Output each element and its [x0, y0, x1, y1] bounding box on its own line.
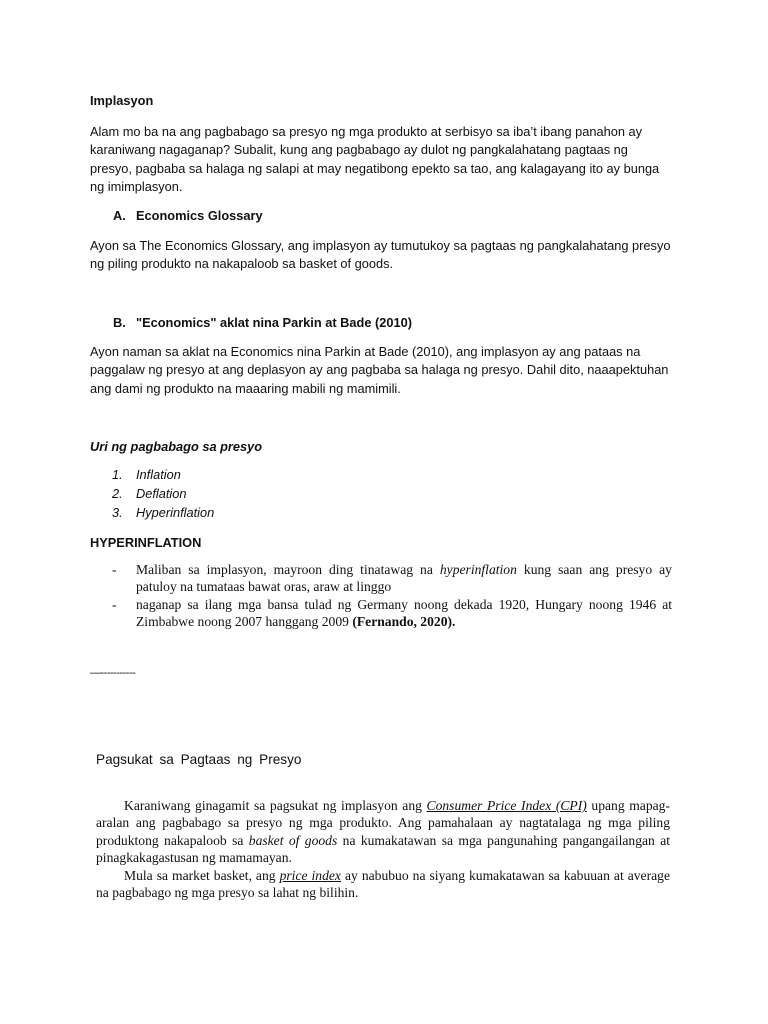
list-number: 3. — [112, 505, 123, 520]
section-a-body: Ayon sa The Economics Glossary, ang implasyon ay tumutukoy sa pagtaas ng pangkalahatang presyo ng piling produkto na nakapaloob sa basket of goods. — [90, 238, 671, 272]
bullet-item — [112, 561, 672, 596]
list-item — [112, 466, 214, 485]
bullet-item — [112, 596, 672, 631]
bullet-dash: - — [112, 596, 117, 612]
types-list — [112, 466, 214, 523]
measure-text: Karaniwang ginagamit sa pagsukat ng implasyon ang — [124, 798, 427, 813]
bullet-dash: - — [112, 562, 117, 577]
list-label: Deflation — [136, 486, 187, 501]
bullet-text: naganap sa ilang mga bansa tulad ng Germany noong dekada 1920, Hungary noong 1946 at Zimbabwe noong 2007 hanggang 2009 — [136, 596, 672, 630]
section-b-body: Ayon naman sa aklat na Economics nina Parkin at Bade (2010), ang implasyon ay ang pataas na paggalaw ng presyo at ang deplasyon ay ang pagbaba sa halaga ng presyo. Dahil dito, naaapektuhan ang dami ng produkto na maaaring mabili ng mamimili. — [90, 344, 669, 396]
section-a-title: Economics Glossary — [136, 208, 263, 223]
list-label: Inflation — [136, 467, 181, 482]
list-item — [112, 504, 214, 523]
page-title: Implasyon — [90, 93, 154, 108]
hyperinflation-term: hyperinflation — [439, 562, 517, 577]
list-number: 2. — [112, 486, 123, 501]
measure-text: na kumakatawan sa mga pangunahing pangangailangan at pinagkakagastusan ng mamamayan. — [96, 832, 671, 866]
measure-text: ay nabubuo na siyang kumakatawan sa kabuuan at average na pagbabago ng mga presyo sa lahat ng bilihin. — [96, 867, 670, 901]
section-a-heading — [113, 207, 613, 225]
cpi-term: Consumer Price Index (CPI) — [426, 798, 587, 813]
list-label: Hyperinflation — [136, 505, 215, 520]
section-a-marker: A. — [113, 208, 126, 223]
measure-body — [96, 797, 670, 901]
section-b-heading — [113, 314, 613, 332]
measure-text: Mula sa market basket, ang — [124, 867, 280, 883]
bullet-text: Maliban sa implasyon, mayroon ding tinatawag na — [136, 562, 440, 577]
price-index-term: price index — [279, 867, 341, 883]
list-number: 1. — [112, 467, 123, 482]
measure-paragraph — [96, 797, 670, 867]
bullet-text: kung saan ang presyo ay patuloy na tumataas bawat oras, araw at linggo — [136, 562, 672, 595]
basket-term: basket of goods — [248, 832, 338, 848]
intro-paragraph: Alam mo ba na ang pagbabago sa presyo ng mga produkto at serbisyo sa iba’t ibang panahon ay karaniwang nagaganap? Subalit, kung ang pagbabago ay dulot ng pangkalahatang pagtaas ng presyo, pagbaba sa halaga ng salapi at may negatibong epekto sa tao, ang kalagayang ito ay bunga ng imimplasyon. — [90, 124, 660, 195]
measure-text: upang mapag-aralan ang pagbabago sa presyo ng mga produkto. Ang pamahalaan ay nagtatalaga ng mga piling produktong nakapaloob sa — [96, 798, 670, 848]
section-b-title: "Economics" aklat nina Parkin at Bade (2010) — [136, 315, 412, 330]
measure-heading: Pagsukat sa Pagtaas ng Presyo — [96, 752, 302, 767]
measure-paragraph — [96, 867, 670, 902]
section-b-marker: B. — [113, 315, 126, 330]
citation: (Fernando, 2020). — [348, 614, 456, 630]
separator-line: —----------- — [90, 667, 136, 679]
hyperinflation-list — [112, 561, 672, 631]
types-heading: Uri ng pagbabago sa presyo — [90, 439, 263, 454]
list-item — [112, 485, 214, 504]
hyperinflation-heading: HYPERINFLATION — [90, 535, 202, 550]
